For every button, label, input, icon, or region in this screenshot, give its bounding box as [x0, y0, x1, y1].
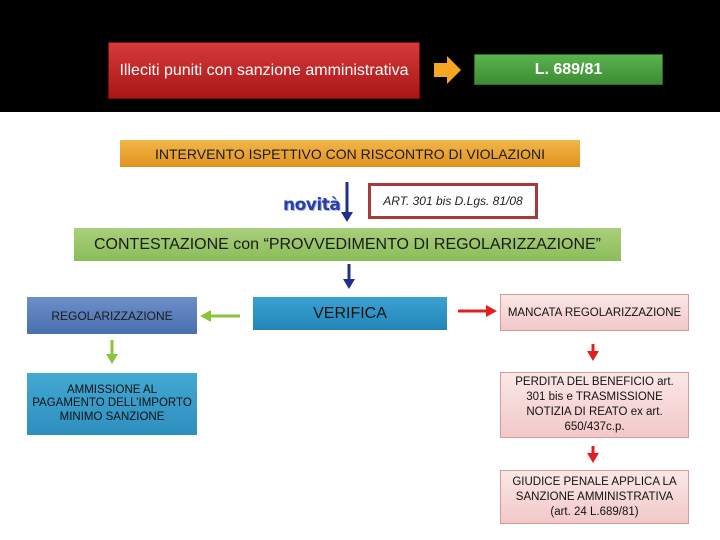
giudice-penale-box	[500, 470, 689, 524]
giudice-label: GIUDICE PENALE APPLICA LA SANZIONE AMMINISTRATIVA (art. 24 L.689/81)	[512, 475, 677, 518]
contestazione-label: CONTESTAZIONE con “PROVVEDIMENTO DI REGOLARIZZAZIONE”	[93, 235, 602, 253]
art-note-box	[368, 183, 538, 219]
law-reference: L. 689/81	[534, 60, 603, 78]
red-arrow-down-icon	[587, 446, 599, 463]
mancata-regolarizzazione-box	[500, 294, 689, 331]
green-arrow-left-icon	[200, 310, 240, 322]
red-arrow-right-icon	[458, 305, 497, 317]
red-arrow-down-icon	[587, 344, 599, 361]
novita-badge: novità	[283, 195, 341, 215]
contestazione-box	[74, 228, 621, 261]
header-title-box	[108, 42, 420, 99]
green-arrow-down-icon	[106, 340, 118, 364]
perdita-beneficio-box	[500, 372, 689, 438]
art-note: ART. 301 bis D.Lgs. 81/08	[383, 194, 523, 208]
perdita-label: PERDITA DEL BENEFICIO art. 301 bis e TRASMISSIONE NOTIZIA DI REATO ex art. 650/437c.p.	[515, 376, 674, 433]
verifica-label: VERIFICA	[313, 304, 387, 322]
intervento-label: INTERVENTO ISPETTIVO CON RISCONTRO DI VIOLAZIONI	[155, 145, 545, 162]
regolarizzazione-label: REGOLARIZZAZIONE	[51, 308, 173, 323]
verifica-box	[253, 297, 447, 330]
ammissione-label: AMMISSIONE AL PAGAMENTO DELL’IMPORTO MINIMO SANZIONE	[32, 383, 192, 423]
regolarizzazione-box	[27, 297, 197, 334]
header-title: Illeciti puniti con sanzione amministrativa	[119, 62, 409, 79]
blue-arrow-down-icon	[341, 182, 353, 222]
blue-arrow-down-icon	[343, 264, 355, 289]
law-reference-box	[474, 54, 663, 85]
intervento-box	[120, 140, 580, 167]
mancata-label: MANCATA REGOLARIZZAZIONE	[507, 306, 682, 319]
ammissione-box	[27, 373, 197, 435]
orange-arrow-icon	[434, 56, 461, 84]
